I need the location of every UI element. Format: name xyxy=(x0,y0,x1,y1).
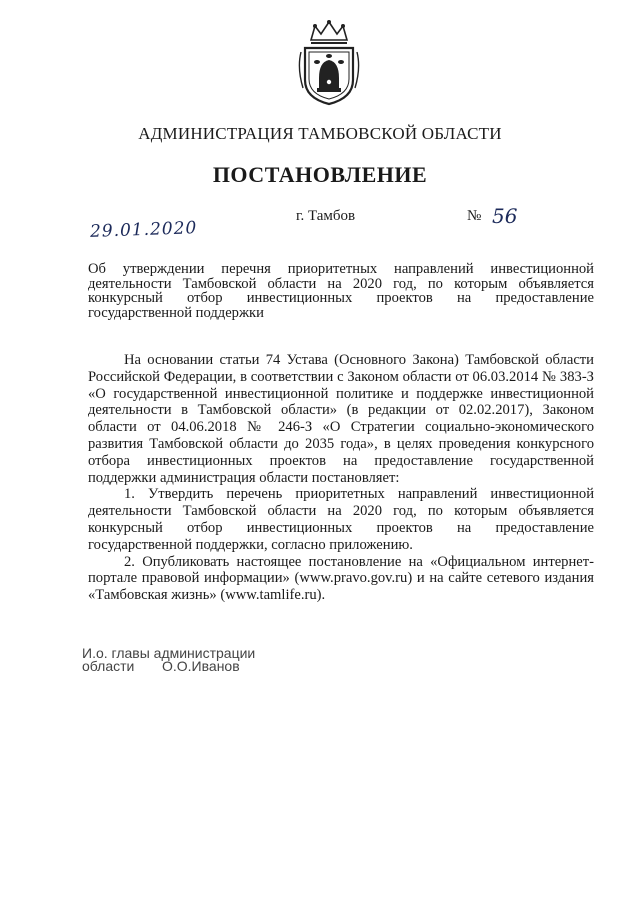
tambov-coat-of-arms-icon xyxy=(297,18,361,108)
number-label: № xyxy=(467,208,482,224)
organization-name: АДМИНИСТРАЦИЯ ТАМБОВСКОЙ ОБЛАСТИ xyxy=(138,124,502,143)
document-body xyxy=(88,352,594,604)
signature-title-region: области xyxy=(82,658,135,674)
body-preamble: На основании статьи 74 Устава (Основного Закона) Тамбовской области Российской Федерации, в соответствии с Законом области от 06.03.2014 № 383-З «О государственной инвестиционной политике и поддержке инвестиционной деятельности в Тамбовской области» (в редакции от 02.02.2017), Законом области от 04.06.2018 № 246-З «О Стратегии социально-экономического развития Тамбовской области до 2035 года», в целях проведения конкурсного отбора инвестиционных проектов на предоставление государственной поддержки администрация области постановляет: xyxy=(88,352,594,486)
document-city: г. Тамбов xyxy=(296,208,356,224)
document-type: ПОСТАНОВЛЕНИЕ xyxy=(212,162,428,187)
document-number: 56 xyxy=(492,204,518,228)
signatory-name: О.О.Иванов xyxy=(162,658,240,674)
body-item-2: 2. Опубликовать настоящее постановление на «Официальном интернет-портале правовой информации» (www.pravo.gov.ru) и на сайте сетевого издания «Тамбовская жизнь» (www.tamlife.ru). xyxy=(88,553,594,604)
document-subject: Об утверждении перечня приоритетных направлений инвестиционной деятельности Тамбовской области на 2020 год, по которым объявляется конкурсный отбор инвестиционных проектов на предоставление государственной поддержки xyxy=(88,261,594,321)
signature-block xyxy=(82,647,255,673)
body-item-1: 1. Утвердить перечень приоритетных направлений инвестиционной деятельности Тамбовской области на 2020 год, по которым объявляется конкурсный отбор инвестиционных проектов на предоставление государственной поддержки, согласно приложению. xyxy=(88,486,594,553)
signature-title: И.о. главы администрации xyxy=(82,645,256,661)
document-date: 29.01.2020 xyxy=(89,218,198,242)
